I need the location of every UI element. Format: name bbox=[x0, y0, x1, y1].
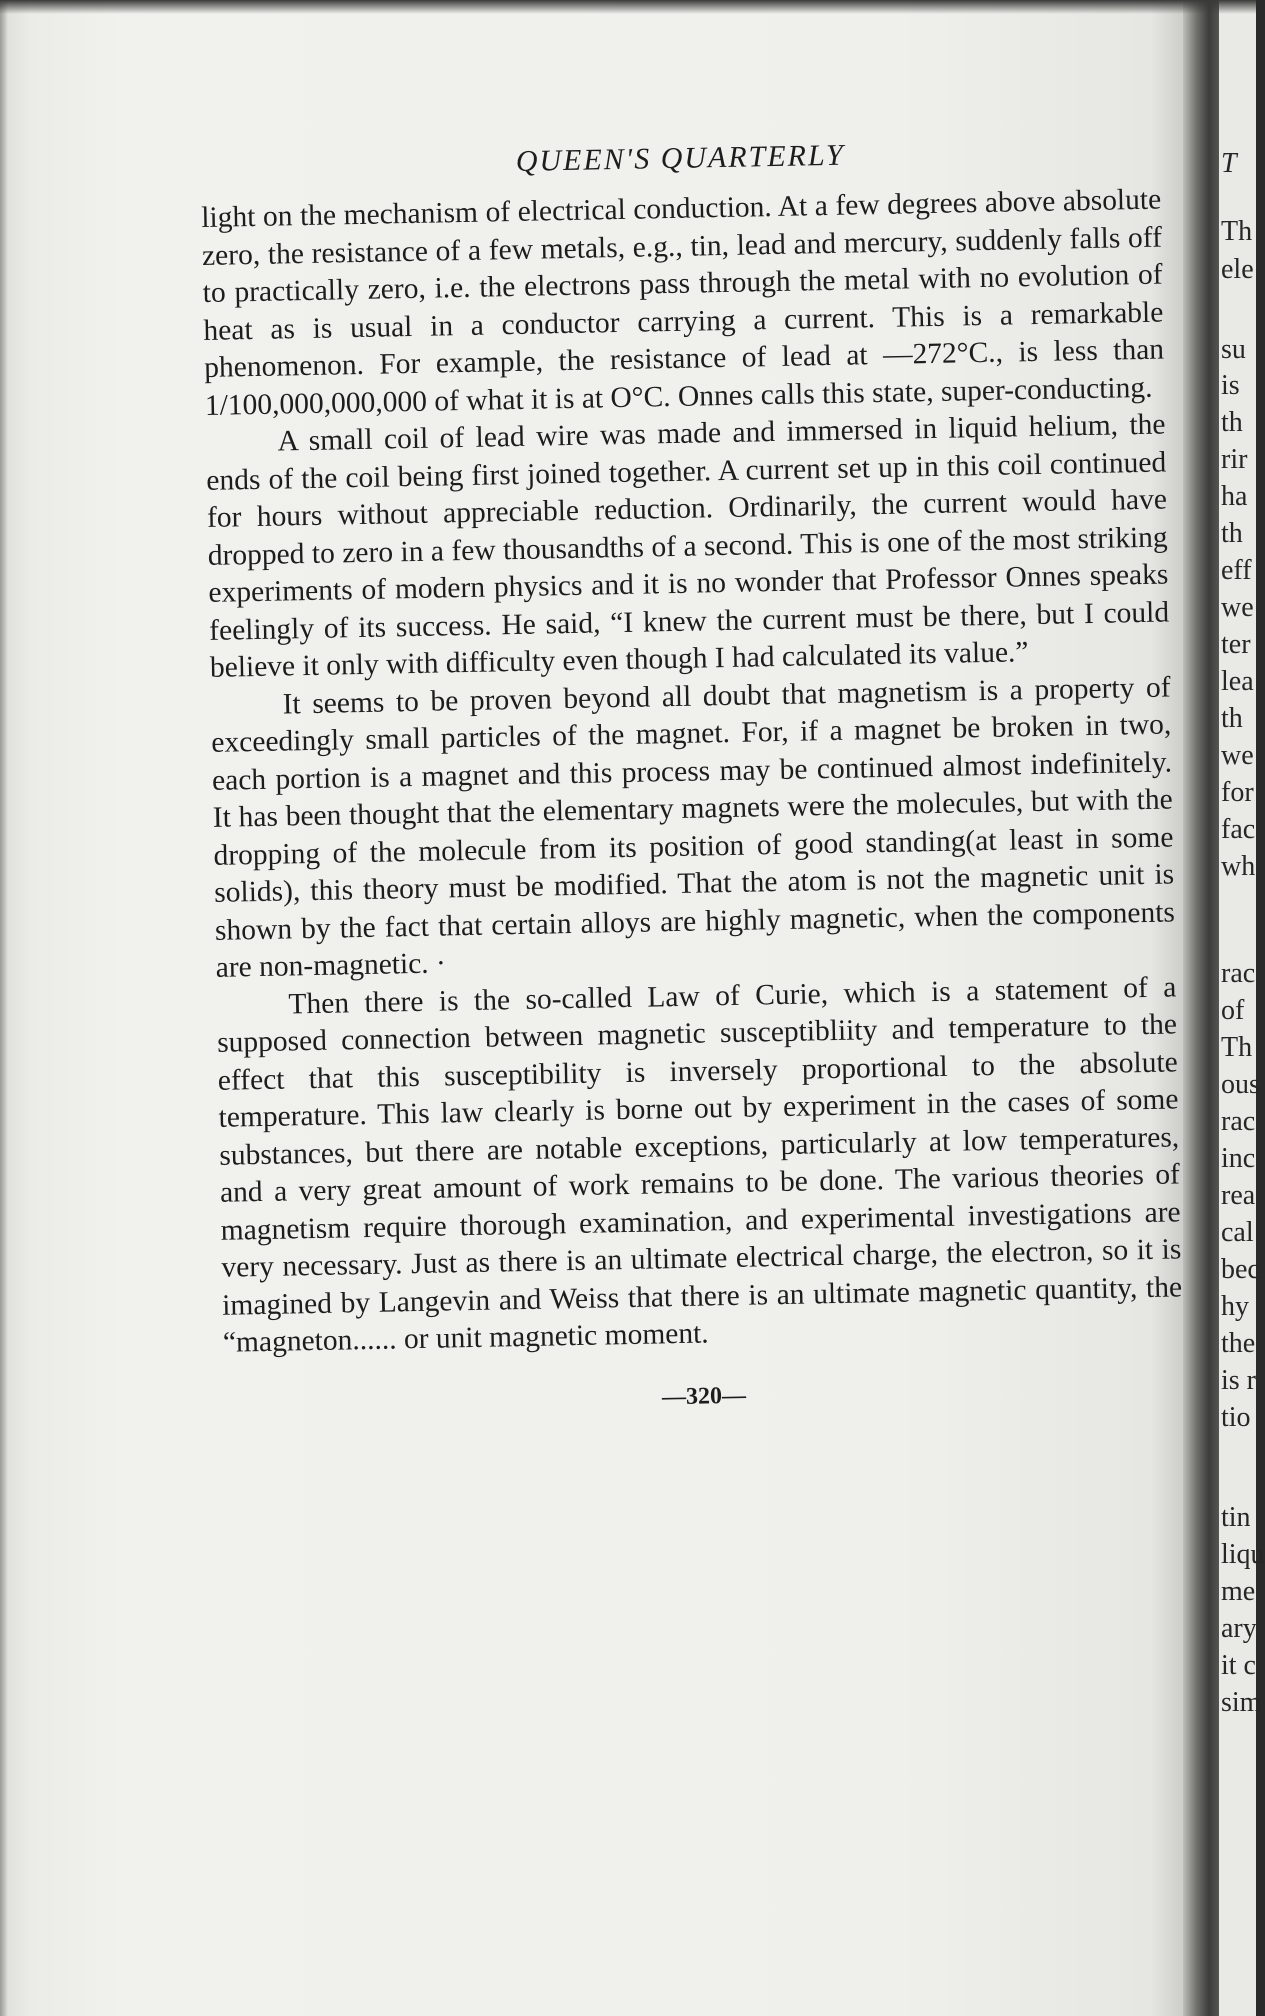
paragraph-4: Then there is the so-called Law of Curie, which is a statement of a supposed connection between magnetic susceptibliity and temperature to the effect that this susceptibility is inversely proportional to the absolute temperature. This law clearly is borne out by experiment in the cases of some substances, but there are notable exceptions, particularly at low temperatures, and a very great amount of work remains to be done. The various theories of magnetism require thorough examination, and experimental investigations are very necessary. Just as there is an ultimate electrical charge, the electron, so it is imagined by Langevin and Weiss that there is an ultimate magnetic quantity, the “magneton...... or unit magnetic moment. bbox=[216, 970, 1183, 1359]
facing-page-fragment: ele bbox=[1221, 254, 1254, 285]
facing-page-fragment: is r bbox=[1221, 1365, 1256, 1396]
facing-page-fragment: th bbox=[1221, 518, 1243, 549]
facing-page-fragment: me bbox=[1221, 1576, 1256, 1607]
facing-page-fragment: fac bbox=[1221, 814, 1256, 845]
facing-page-fragment: of bbox=[1221, 995, 1245, 1026]
facing-page-fragment: hy bbox=[1221, 1291, 1249, 1322]
paragraph-1: light on the mechanism of electrical conduction. At a few degrees above absolute zero, the resistance of a few metals, e.g., tin, lead and mercury, suddenly falls off to practically zero, i.e. the electrons pass through the metal with no evolution of heat as is usual in a conductor carrying a current. This is a remarkable phenomenon. For example, the resistance of lead at —272°C., is less than 1/100,000,000,000 of what it is at O°C. Onnes calls this state, super-conducting. bbox=[200, 183, 1165, 422]
facing-page-fragment: cal bbox=[1221, 1217, 1254, 1248]
facing-page-fragment: we bbox=[1221, 740, 1254, 771]
facing-page-fragment: ha bbox=[1221, 481, 1248, 512]
facing-page-fragment: ter bbox=[1221, 629, 1251, 660]
facing-page-fragment: rac bbox=[1221, 1106, 1256, 1137]
facing-page-fragment: Th bbox=[1221, 1032, 1253, 1063]
top-edge-shadow bbox=[0, 0, 1256, 14]
facing-page-fragment: rac bbox=[1221, 958, 1256, 989]
left-edge-shadow bbox=[0, 0, 8, 2016]
facing-page-fragment: Th bbox=[1221, 216, 1253, 247]
facing-page-fragment: we bbox=[1221, 592, 1254, 623]
facing-page-fragment: inc bbox=[1221, 1143, 1256, 1174]
book-page bbox=[200, 131, 1194, 1419]
paragraph-3: It seems to be proven beyond all doubt that magnetism is a property of exceedingly small particles of the magnet. For, if a magnet be broken in two, each portion is a magnet and this process may be continued almost indefinitely. It has been thought that the elementary magnets were the molecules, but with the dropping of the molecule from its position of good standing(at least in some solids), this theory must be modified. That the atom is not the magnetic unit is shown by the fact that certain alloys are highly magnetic, when the components are non-magnetic. · bbox=[211, 670, 1176, 984]
facing-page-fragment: ous bbox=[1221, 1069, 1260, 1100]
facing-page-edge bbox=[1219, 0, 1265, 2016]
facing-page-fragment: tin bbox=[1221, 1502, 1251, 1533]
facing-page-fragment: lea bbox=[1221, 666, 1254, 697]
page-number: —320— bbox=[661, 1382, 747, 1410]
facing-page-fragment: rir bbox=[1221, 444, 1248, 475]
book-gutter bbox=[1183, 0, 1219, 2016]
facing-page-fragment: eff bbox=[1221, 555, 1252, 586]
facing-page-fragment: T bbox=[1221, 148, 1237, 179]
facing-page-fragment: th bbox=[1221, 703, 1243, 734]
paragraph-2: A small coil of lead wire was made and immersed in liquid helium, the ends of the coil being first joined together. A current set up in this coil continued for hours without appreciable reduction. Ordinarily, the current would have dropped to zero in a few thousandths of a second. This is one of the most striking experiments of modern physics and it is no wonder that Professor Onnes speaks feelingly of its success. He said, “I knew the current must be there, but I could believe it only with difficulty even though I had calculated its value.” bbox=[206, 408, 1170, 684]
facing-page-fragment: it c bbox=[1221, 1650, 1256, 1681]
facing-page-fragment: rea bbox=[1221, 1180, 1256, 1211]
facing-page-fragment: liqu bbox=[1221, 1539, 1265, 1570]
facing-page-fragment: the bbox=[1221, 1328, 1256, 1359]
facing-page-fragment: bec bbox=[1221, 1254, 1260, 1285]
facing-page-fragment: tio bbox=[1221, 1402, 1251, 1433]
running-head: QUEEN'S QUARTERLY bbox=[515, 138, 846, 178]
facing-page-fragment: for bbox=[1221, 777, 1254, 808]
facing-page-fragment: is bbox=[1221, 370, 1240, 401]
facing-page-fragment: su bbox=[1221, 334, 1246, 365]
facing-page-fragment: th bbox=[1221, 407, 1243, 438]
facing-page-fragment: wh bbox=[1221, 851, 1256, 882]
facing-page-fragment: ary bbox=[1221, 1613, 1257, 1644]
facing-page-fragment: sim bbox=[1221, 1687, 1262, 1718]
